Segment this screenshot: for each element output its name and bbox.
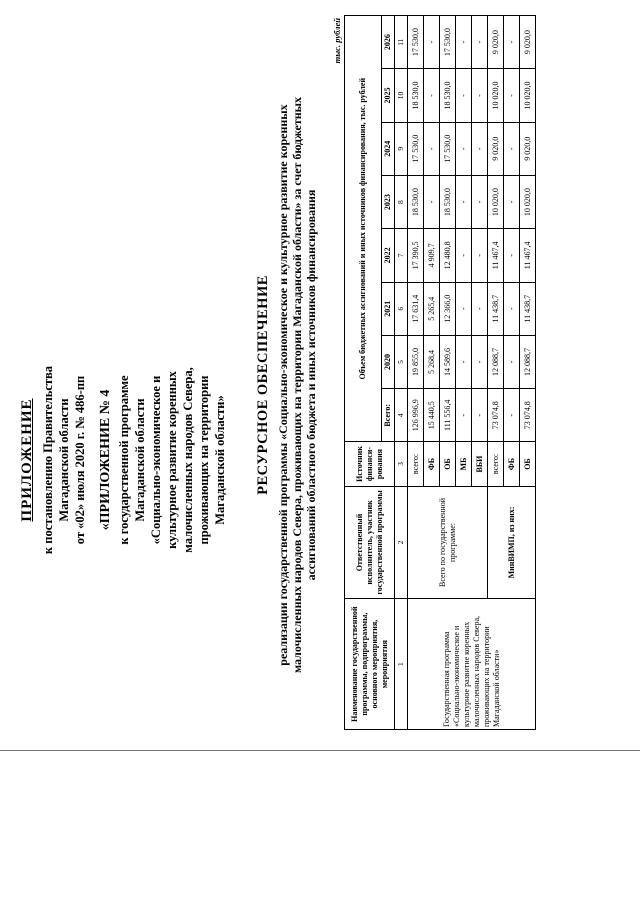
header-total: Всего:	[382, 389, 395, 442]
value-cell: 9 020,0	[520, 122, 536, 175]
value-cell: 17 530,0	[408, 16, 424, 69]
value-cell: 17 390,5	[408, 229, 424, 282]
value-cell: 10 020,0	[520, 69, 536, 122]
page-divider	[0, 750, 640, 751]
value-cell: 10 020,0	[520, 175, 536, 228]
value-cell: -	[472, 69, 488, 122]
appendix-block	[20, 340, 229, 580]
source-cell: ВБИ	[472, 442, 488, 486]
responsible-cell: МинВИМП, из них:	[488, 486, 536, 599]
value-cell: 18 530,0	[440, 175, 456, 228]
value-cell: 4 909,7	[424, 229, 440, 282]
header-year: 2024	[382, 122, 395, 175]
value-cell: 126 996,9	[408, 389, 424, 442]
value-cell: -	[504, 175, 520, 228]
decree-date: от «02» июля 2020 г. № 486-пп	[73, 375, 87, 545]
header-year: 2022	[382, 229, 395, 282]
header-year: 2026	[382, 16, 395, 69]
value-cell: 10 020,0	[488, 175, 504, 228]
decree-line: Магаданской области	[57, 398, 71, 522]
source-cell: ФБ	[424, 442, 440, 486]
value-cell: -	[456, 122, 472, 175]
value-cell: -	[424, 175, 440, 228]
table-row	[408, 16, 424, 730]
value-cell: -	[504, 389, 520, 442]
value-cell: 10 020,0	[488, 69, 504, 122]
value-cell: 14 589,6	[440, 335, 456, 388]
value-cell: -	[456, 229, 472, 282]
value-cell: -	[456, 175, 472, 228]
value-cell: 5 265,4	[424, 282, 440, 335]
value-cell: 19 855,0	[408, 335, 424, 388]
value-cell: 111 556,4	[440, 389, 456, 442]
appendix-number: «ПРИЛОЖЕНИЕ № 4	[98, 389, 113, 531]
value-cell: 17 631,4	[408, 282, 424, 335]
value-cell: -	[504, 122, 520, 175]
program-ref-line: культурное развитие коренных	[165, 371, 179, 549]
source-cell: ФБ	[504, 442, 520, 486]
value-cell: 12 366,0	[440, 282, 456, 335]
value-cell: 12 480,8	[440, 229, 456, 282]
header-name: Наименование государственной программы, подпрограммы, основного мероприятия, мероприятия	[345, 599, 395, 730]
header-year: 2025	[382, 69, 395, 122]
column-number: 3	[395, 442, 408, 486]
value-cell: -	[424, 69, 440, 122]
header-year: 2021	[382, 282, 395, 335]
value-cell: -	[504, 335, 520, 388]
value-cell: 9 020,0	[520, 16, 536, 69]
value-cell: -	[456, 16, 472, 69]
value-cell: 18 530,0	[408, 69, 424, 122]
header-source: Источник финанси-рования	[345, 442, 395, 486]
value-cell: -	[504, 229, 520, 282]
heading-subtitle: малочисленных народов Севера, проживающих на территории Магаданской области» за счет бюджетных	[290, 96, 304, 674]
value-cell: 17 530,0	[440, 16, 456, 69]
column-number: 2	[395, 486, 408, 599]
value-cell: 11 438,7	[488, 282, 504, 335]
column-number: 5	[395, 335, 408, 388]
value-cell: 12 088,7	[488, 335, 504, 388]
column-number: 8	[395, 175, 408, 228]
column-number: 9	[395, 122, 408, 175]
value-cell: -	[504, 69, 520, 122]
decree-line: к постановлению Правительства	[41, 365, 55, 555]
value-cell: -	[472, 229, 488, 282]
source-cell: МБ	[456, 442, 472, 486]
document-heading	[255, 55, 318, 715]
column-number: 6	[395, 282, 408, 335]
value-cell: -	[456, 282, 472, 335]
value-cell: 11 467,4	[488, 229, 504, 282]
value-cell: -	[472, 175, 488, 228]
value-cell: 12 088,7	[520, 335, 536, 388]
value-cell: 11 438,7	[520, 282, 536, 335]
value-cell: 17 530,0	[440, 122, 456, 175]
header-responsible: Ответственный исполнитель, участник государственной программы	[345, 486, 395, 599]
value-cell: -	[424, 122, 440, 175]
heading-subtitle: ассигнований областного бюджета и иных источников финансирования	[304, 189, 318, 581]
units-label: тыс. рублей	[332, 18, 342, 64]
program-name-cell: Государственная программа «Социально-экономическое и культурное развитие коренных малочисленных народов Севера, проживающих на территории Магаданской области»	[408, 599, 536, 730]
responsible-cell: Всего по государственной программе:	[408, 486, 488, 599]
value-cell: -	[456, 69, 472, 122]
heading-subtitle: реализации государственной программы «Социально-экономическое и культурное развитие коренных	[276, 104, 290, 666]
source-cell: ОБ	[440, 442, 456, 486]
appendix-title: ПРИЛОЖЕНИЕ	[19, 398, 35, 522]
column-number: 10	[395, 69, 408, 122]
value-cell: -	[424, 16, 440, 69]
value-cell: 9 020,0	[488, 16, 504, 69]
header-volume: Объем бюджетных ассигнований и иных источников финансирования, тыс. рублей	[345, 16, 382, 442]
value-cell: 5 268,4	[424, 335, 440, 388]
program-ref-line: малочисленных народов Севера,	[181, 367, 195, 553]
source-cell: ОБ	[520, 442, 536, 486]
value-cell: 73 074,8	[520, 389, 536, 442]
source-cell: всего:	[408, 442, 424, 486]
rotated-document	[10, 0, 610, 745]
value-cell: -	[472, 16, 488, 69]
program-ref-line: «Социально-экономическое и	[149, 375, 163, 545]
value-cell: 17 530,0	[408, 122, 424, 175]
value-cell: 11 467,4	[520, 229, 536, 282]
column-number: 11	[395, 16, 408, 69]
column-number: 4	[395, 389, 408, 442]
value-cell: 18 530,0	[440, 69, 456, 122]
source-cell: всего:	[488, 442, 504, 486]
value-cell: -	[456, 389, 472, 442]
heading-title: РЕСУРСНОЕ ОБЕСПЕЧЕНИЕ	[255, 275, 271, 495]
value-cell: 18 530,0	[408, 175, 424, 228]
value-cell: -	[472, 389, 488, 442]
value-cell: 15 440,5	[424, 389, 440, 442]
program-ref-line: Магаданской области	[133, 398, 147, 522]
header-year: 2020	[382, 335, 395, 388]
column-number: 7	[395, 229, 408, 282]
program-ref-line: проживающих на территории	[197, 375, 211, 545]
value-cell: -	[504, 282, 520, 335]
value-cell: 9 020,0	[488, 122, 504, 175]
program-ref-line: к государственной программе	[117, 375, 131, 545]
value-cell: -	[472, 282, 488, 335]
value-cell: -	[456, 335, 472, 388]
column-number: 1	[395, 599, 408, 730]
resources-table	[344, 15, 536, 730]
value-cell: -	[472, 122, 488, 175]
header-year: 2023	[382, 175, 395, 228]
value-cell: -	[504, 16, 520, 69]
program-ref-line: Магаданской области»	[213, 395, 227, 525]
value-cell: 73 074,8	[488, 389, 504, 442]
value-cell: -	[472, 335, 488, 388]
